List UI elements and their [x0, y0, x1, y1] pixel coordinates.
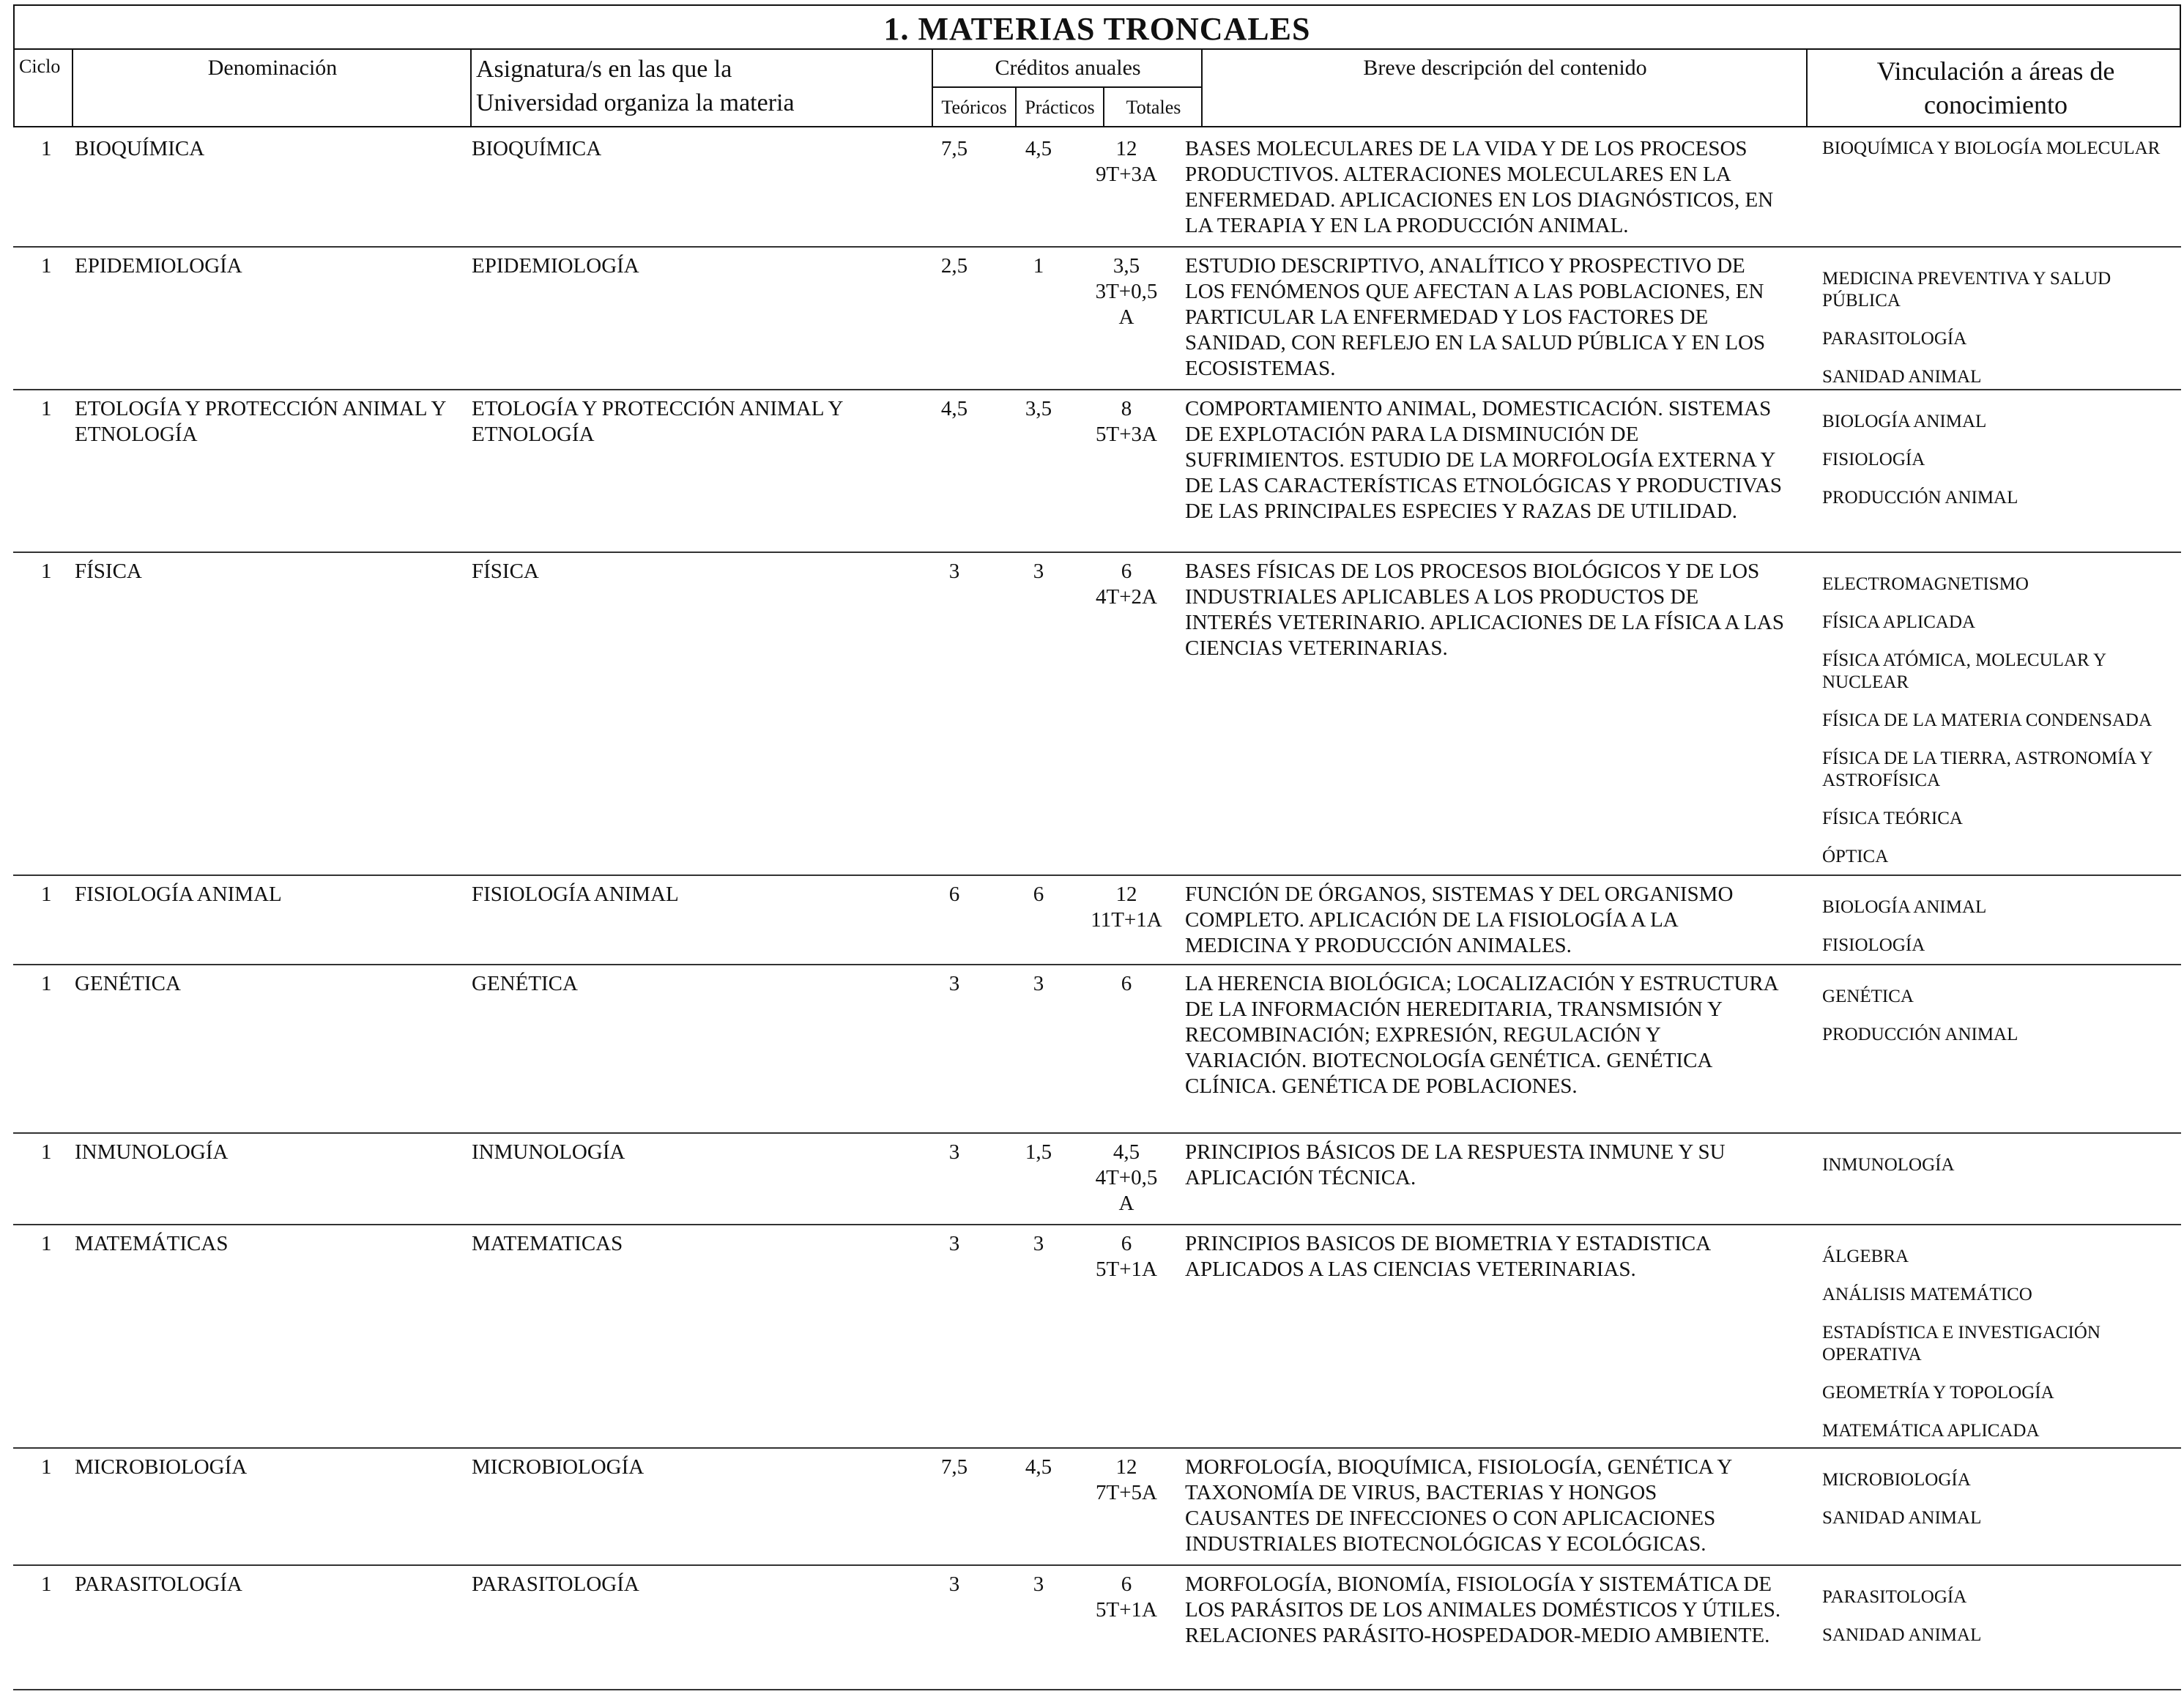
row-ciclo: 1	[41, 137, 52, 160]
header-teoricos: Teóricos	[932, 86, 1015, 126]
row-denominacion: ETOLOGÍA Y PROTECCIÓN ANIMAL Y ETNOLOGÍA	[75, 397, 446, 446]
area-item: FISIOLOGÍA	[1822, 450, 1925, 469]
row-ciclo: 1	[41, 1140, 52, 1164]
row-asignatura: BIOQUÍMICA	[472, 137, 602, 160]
row-totales: 6 5T+1A	[1095, 1572, 1157, 1622]
area-item: PRODUCCIÓN ANIMAL	[1822, 488, 2018, 508]
header-descripcion: Breve descripción del contenido	[1363, 56, 1647, 80]
row-denominacion: FÍSICA	[75, 560, 142, 583]
area-item: FÍSICA DE LA MATERIA CONDENSADA	[1822, 710, 2153, 730]
area-item: FÍSICA DE LA TIERRA, ASTRONOMÍA Y ASTROFÍSICA	[1822, 749, 2153, 790]
row-asignatura: PARASITOLOGÍA	[472, 1572, 639, 1596]
area-item: MATEMÁTICA APLICADA	[1822, 1421, 2040, 1441]
row-descripcion: COMPORTAMIENTO ANIMAL, DOMESTICACIÓN. SISTEMAS DE EXPLOTACIÓN PARA LA DISMINUCIÓN DE SUFRIMIENTOS. ESTUDIO DE LA MORFOLOGÍA EXTERNA Y DE LAS CARACTERÍSTICAS ETNOLÓGICAS Y PRODUCTIVAS DE LAS PRINCIPALES ESPECIES Y RAZAS DE UTILIDAD.	[1185, 397, 1783, 523]
area-item: PARASITOLOGÍA	[1822, 329, 1967, 349]
row-areas	[1822, 268, 2181, 404]
row-descripcion: ESTUDIO DESCRIPTIVO, ANALÍTICO Y PROSPECTIVO DE LOS FENÓMENOS QUE AFECTAN A LAS POBLACIONES, EN PARTICULAR LA ENFERMEDAD Y LOS FACTORES DE SANIDAD, CON REFLEJO EN LA SALUD PÚBLICA Y EN LOS ECOSISTEMAS.	[1185, 254, 1766, 380]
header-denominacion-cell	[72, 48, 470, 126]
row-descripcion: BASES FÍSICAS DE LOS PROCESOS BIOLÓGICOS Y DE LOS INDUSTRIALES APLICABLES A LOS PRODUCTOS DE INTERÉS VETERINARIO. APLICACIONES DE LA FÍSICA A LAS CIENCIAS VETERINARIAS.	[1185, 560, 1784, 660]
area-item: PRODUCCIÓN ANIMAL	[1822, 1025, 2018, 1044]
row-asignatura: MATEMATICAS	[472, 1232, 623, 1255]
row-areas	[1822, 1469, 2181, 1545]
row-divider	[13, 1689, 2181, 1690]
table-row	[13, 964, 2181, 1132]
area-item: BIOLOGÍA ANIMAL	[1822, 412, 1987, 431]
row-practicos: 1	[1033, 254, 1044, 278]
area-item: SANIDAD ANIMAL	[1822, 1508, 1982, 1528]
area-item: FISIOLOGÍA	[1822, 935, 1925, 955]
row-practicos: 3	[1033, 972, 1044, 995]
row-denominacion: INMUNOLOGÍA	[75, 1140, 229, 1164]
row-denominacion: FISIOLOGÍA ANIMAL	[75, 883, 282, 906]
row-teoricos: 3	[948, 1572, 960, 1596]
row-teoricos: 3	[948, 1232, 960, 1255]
area-item: ELECTROMAGNETISMO	[1822, 574, 2029, 594]
header-descripcion-cell	[1201, 48, 1806, 126]
area-item: ESTADÍSTICA E INVESTIGACIÓN OPERATIVA	[1822, 1323, 2101, 1364]
row-teoricos: 3	[948, 972, 960, 995]
header-creditos-cell	[932, 48, 1201, 126]
row-practicos: 4,5	[1025, 137, 1052, 160]
table-row	[13, 552, 2181, 875]
header-vinculacion-line1: Vinculación a áreas de	[1876, 56, 2115, 86]
row-ciclo: 1	[41, 1572, 52, 1596]
row-descripcion: PRINCIPIOS BASICOS DE BIOMETRIA Y ESTADISTICA APLICADOS A LAS CIENCIAS VETERINARIAS.	[1185, 1232, 1710, 1281]
area-item: BIOLOGÍA ANIMAL	[1822, 897, 1987, 917]
row-asignatura: EPIDEMIOLOGÍA	[472, 254, 639, 278]
area-item: ÁLGEBRA	[1822, 1247, 1909, 1266]
header-vinculacion-cell	[1806, 48, 2183, 126]
row-totales: 4,5 4T+0,5 A	[1095, 1140, 1158, 1215]
header-creditos: Créditos anuales	[995, 56, 1141, 80]
area-item: BIOQUÍMICA Y BIOLOGÍA MOLECULAR	[1822, 138, 2161, 158]
area-item: FÍSICA TEÓRICA	[1822, 809, 1963, 828]
row-areas	[1822, 411, 2181, 525]
row-descripcion: MORFOLOGÍA, BIONOMÍA, FISIOLOGÍA Y SISTEMÁTICA DE LOS PARÁSITOS DE LOS ANIMALES DOMÉSTICOS Y ÚTILES. RELACIONES PARÁSITO-HOSPEDADOR-MEDIO AMBIENTE.	[1185, 1572, 1781, 1647]
row-totales: 3,5 3T+0,5 A	[1095, 254, 1158, 329]
row-practicos: 3	[1033, 1572, 1044, 1596]
row-areas	[1822, 896, 2181, 973]
row-denominacion: EPIDEMIOLOGÍA	[75, 254, 242, 278]
area-item: FÍSICA APLICADA	[1822, 612, 1976, 632]
header-totales: Totales	[1103, 86, 1203, 126]
row-practicos: 4,5	[1025, 1455, 1052, 1479]
table-row	[13, 1224, 2181, 1447]
row-practicos: 1,5	[1025, 1140, 1052, 1164]
row-teoricos: 3	[948, 560, 960, 583]
row-totales: 12 11T+1A	[1091, 883, 1162, 932]
row-practicos: 3	[1033, 1232, 1044, 1255]
header-asignatura-line1: Asignatura/s en las que la	[476, 56, 732, 83]
row-denominacion: MICROBIOLOGÍA	[75, 1455, 248, 1479]
row-denominacion: PARASITOLOGÍA	[75, 1572, 242, 1596]
row-ciclo: 1	[41, 972, 52, 995]
row-practicos: 6	[1033, 883, 1044, 906]
row-asignatura: MICROBIOLOGÍA	[472, 1455, 645, 1479]
area-item: INMUNOLOGÍA	[1822, 1155, 1955, 1175]
row-areas	[1822, 1246, 2181, 1458]
row-denominacion: GENÉTICA	[75, 972, 181, 995]
table-row	[13, 1564, 2181, 1689]
row-ciclo: 1	[41, 1232, 52, 1255]
row-ciclo: 1	[41, 1455, 52, 1479]
row-denominacion: BIOQUÍMICA	[75, 137, 205, 160]
row-teoricos: 2,5	[940, 254, 968, 278]
page-title: 1. MATERIAS TRONCALES	[883, 11, 1311, 47]
row-descripcion: FUNCIÓN DE ÓRGANOS, SISTEMAS Y DEL ORGANISMO COMPLETO. APLICACIÓN DE LA FISIOLOGÍA A LA MEDICINA Y PRODUCCIÓN ANIMALES.	[1185, 883, 1734, 957]
row-totales: 6	[1121, 972, 1132, 995]
row-asignatura: ETOLOGÍA Y PROTECCIÓN ANIMAL Y ETNOLOGÍA	[472, 397, 843, 446]
row-descripcion: BASES MOLECULARES DE LA VIDA Y DE LOS PROCESOS PRODUCTIVOS. ALTERACIONES MOLECULARES EN LA ENFERMEDAD. APLICACIONES EN LOS DIAGNÓSTICOS, EN LA TERAPIA Y EN LA PRODUCCIÓN ANIMAL.	[1185, 137, 1774, 237]
row-totales: 12 9T+3A	[1095, 137, 1157, 186]
header-asignatura-cell	[470, 48, 932, 126]
row-ciclo: 1	[41, 560, 52, 583]
row-descripcion: LA HERENCIA BIOLÓGICA; LOCALIZACIÓN Y ESTRUCTURA DE LA INFORMACIÓN HEREDITARIA, TRANSMISIÓN Y RECOMBINACIÓN; EXPRESIÓN, REGULACIÓN Y VARIACIÓN. BIOTECNOLOGÍA GENÉTICA. GENÉTICA CLÍNICA. GENÉTICA DE POBLACIONES.	[1185, 972, 1778, 1098]
row-teoricos: 4,5	[940, 397, 968, 420]
header-ciclo-cell	[15, 48, 72, 126]
table-row	[13, 875, 2181, 964]
row-ciclo: 1	[41, 883, 52, 906]
table-row	[13, 129, 2181, 246]
row-descripcion: PRINCIPIOS BÁSICOS DE LA RESPUESTA INMUNE Y SU APLICACIÓN TÉCNICA.	[1185, 1140, 1726, 1189]
table-row	[13, 389, 2181, 552]
row-practicos: 3,5	[1025, 397, 1052, 420]
table-row	[13, 246, 2181, 389]
area-item: MEDICINA PREVENTIVA Y SALUD PÚBLICA	[1822, 269, 2111, 311]
area-item: ÓPTICA	[1822, 847, 1889, 866]
area-item: GENÉTICA	[1822, 987, 1914, 1006]
area-item: ANÁLISIS MATEMÁTICO	[1822, 1285, 2032, 1304]
row-asignatura: FÍSICA	[472, 560, 539, 583]
table-row	[13, 1132, 2181, 1224]
row-areas	[1822, 1154, 2181, 1192]
area-item: SANIDAD ANIMAL	[1822, 367, 1982, 387]
table-header	[13, 48, 2181, 127]
header-asignatura-line2: Universidad organiza la materia	[476, 89, 795, 116]
row-teoricos: 3	[948, 1140, 960, 1164]
header-denominacion: Denominación	[207, 56, 338, 80]
row-denominacion: MATEMÁTICAS	[75, 1232, 229, 1255]
row-teoricos: 7,5	[940, 1455, 968, 1479]
table-row	[13, 1447, 2181, 1564]
area-item: SANIDAD ANIMAL	[1822, 1625, 1982, 1645]
header-practicos: Prácticos	[1015, 86, 1103, 126]
row-descripcion: MORFOLOGÍA, BIOQUÍMICA, FISIOLOGÍA, GENÉTICA Y TAXONOMÍA DE VIRUS, BACTERIAS Y HONGOS CAUSANTES DE INFECCIONES O CON APLICACIONES INDUSTRIALES BIOTECNOLÓGICAS Y ECOLÓGICAS.	[1185, 1455, 1732, 1556]
area-item: FÍSICA ATÓMICA, MOLECULAR Y NUCLEAR	[1822, 650, 2106, 692]
row-totales: 6 5T+1A	[1095, 1232, 1157, 1281]
title-bar	[13, 4, 2181, 50]
area-item: GEOMETRÍA Y TOPOLOGÍA	[1822, 1383, 2054, 1403]
row-areas	[1822, 986, 2181, 1062]
row-teoricos: 7,5	[940, 137, 968, 160]
row-areas	[1822, 1586, 2181, 1663]
row-ciclo: 1	[41, 254, 52, 278]
row-asignatura: FISIOLOGÍA ANIMAL	[472, 883, 679, 906]
header-vinculacion-line2: conocimiento	[1924, 90, 2068, 119]
row-asignatura: GENÉTICA	[472, 972, 578, 995]
row-totales: 12 7T+5A	[1095, 1455, 1157, 1504]
row-asignatura: INMUNOLOGÍA	[472, 1140, 625, 1164]
row-totales: 6 4T+2A	[1095, 560, 1157, 609]
row-practicos: 3	[1033, 560, 1044, 583]
row-areas	[1822, 138, 2181, 176]
header-ciclo: Ciclo	[19, 56, 61, 77]
area-item: PARASITOLOGÍA	[1822, 1587, 1967, 1607]
area-item: MICROBIOLOGÍA	[1822, 1470, 1971, 1490]
row-totales: 8 5T+3A	[1095, 397, 1157, 446]
row-areas	[1822, 573, 2181, 884]
row-teoricos: 6	[948, 883, 960, 906]
row-ciclo: 1	[41, 397, 52, 420]
